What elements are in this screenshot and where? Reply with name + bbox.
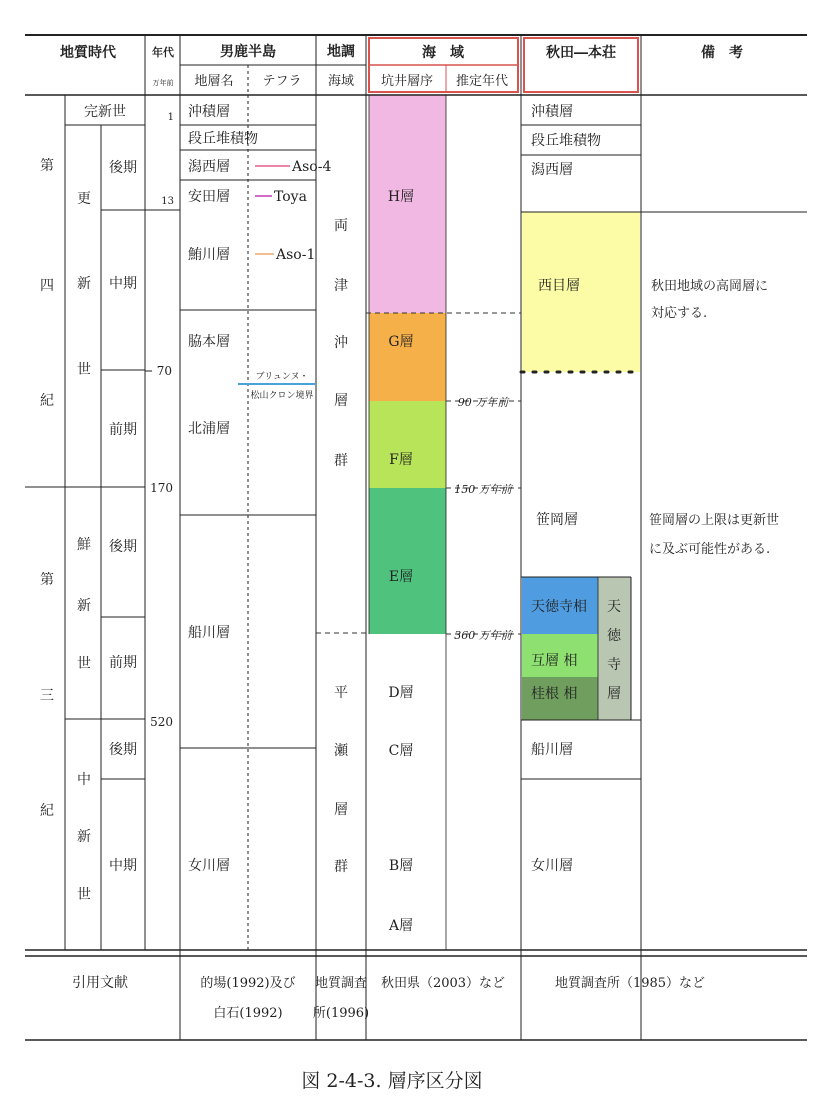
oga-layer-funakawa: 船川層: [188, 625, 230, 641]
sea-unit-a: A層: [388, 918, 414, 934]
header-age-unit: 万年前: [152, 79, 174, 87]
header-biko: 備 考: [701, 45, 743, 61]
akita-chuseki: 沖積層: [531, 104, 573, 120]
epoch-miocene-1: 中: [77, 772, 91, 788]
brunhes-boundary-1: ブリュンヌ・: [255, 372, 309, 382]
sea-unit-d: D層: [388, 685, 414, 701]
oga-layer-shibikawa: 鮪川層: [188, 247, 230, 263]
oga-layer-onnagawa: 女川層: [188, 858, 230, 874]
sea-unit-f: F層: [389, 452, 413, 468]
chicho-lower-2: 瀬: [334, 743, 348, 759]
age-70: 70: [156, 364, 172, 378]
stage-late-pleistocene: 後期: [109, 160, 137, 176]
period-t3: 紀: [40, 803, 54, 819]
remark-2b: に及ぶ可能性がある.: [649, 542, 771, 557]
chicho-upper-1: 両: [334, 218, 348, 234]
epoch-holocene: 完新世: [84, 104, 126, 120]
oga-layer-kitaura: 北浦層: [188, 421, 230, 437]
sea-unit-e: E層: [388, 569, 414, 585]
sea-unit-g: G層: [388, 334, 414, 350]
refs-oga-1: 的場(1992)及び: [200, 976, 296, 991]
akita-tagai-facies: 互層 相: [531, 653, 578, 669]
header-sea-age: 推定年代: [455, 74, 509, 89]
refs-chicho-1: 地質調査: [314, 976, 368, 991]
age-520: 520: [150, 715, 173, 729]
refs-label: 引用文献: [72, 975, 128, 991]
chicho-upper-4: 層: [334, 393, 348, 409]
brunhes-boundary-2: 松山クロン境界: [250, 391, 314, 401]
akita-tentokuji-layer-4: 層: [607, 686, 621, 702]
epoch-pleistocene-2: 新: [77, 276, 91, 292]
epoch-pliocene-3: 世: [77, 656, 91, 672]
header-sea-well: 坑井層序: [380, 74, 434, 89]
epoch-pleistocene-1: 更: [77, 191, 91, 207]
header-oga-tephra: テフラ: [262, 74, 302, 89]
chicho-lower-3: 層: [334, 802, 348, 818]
header-geo-time: 地質時代: [60, 45, 116, 61]
age-170: 170: [150, 481, 173, 495]
oga-layer-katanishi: 潟西層: [188, 159, 230, 175]
stage-late-pliocene: 後期: [109, 539, 137, 555]
period-q3: 紀: [40, 393, 54, 409]
tephra-aso4: Aso-4: [292, 159, 332, 175]
period-t1: 第: [40, 572, 54, 588]
akita-tentokuji-layer-1: 天: [607, 599, 621, 615]
chicho-lower-4: 群: [334, 859, 348, 875]
epoch-pleistocene-3: 世: [77, 362, 91, 378]
chicho-upper-5: 群: [334, 453, 348, 469]
header-sea: 海 域: [422, 45, 464, 61]
epoch-pliocene-2: 新: [77, 598, 91, 614]
chicho-lower-1: 平: [334, 685, 348, 701]
akita-onnagawa: 女川層: [531, 858, 573, 874]
akita-sasaoka: 笹岡層: [536, 512, 578, 528]
epoch-miocene-2: 新: [77, 829, 91, 845]
tephra-aso1: Aso-1: [276, 247, 316, 263]
period-q1: 第: [40, 158, 54, 174]
akita-tentokuji-layer-2: 徳: [607, 628, 621, 644]
refs-sea: 秋田県（2003）など: [380, 976, 506, 991]
age-13: 13: [161, 196, 174, 207]
chicho-upper-2: 津: [334, 278, 348, 294]
oga-layer-dankyu: 段丘堆積物: [188, 131, 258, 147]
figure-caption: 図 2-4-3. 層序区分図: [301, 1070, 483, 1092]
remark-2a: 笹岡層の上限は更新世: [649, 513, 780, 528]
sea-age-90: 90 万年前: [457, 396, 509, 409]
sea-unit-h: H層: [387, 189, 415, 205]
sea-g-fill: [369, 313, 446, 401]
sea-unit-c: C層: [388, 743, 414, 759]
refs-akita: 地質調査所（1985）など: [554, 976, 706, 991]
period-t2: 三: [40, 688, 54, 704]
refs-chicho-2: 所(1996): [312, 1006, 370, 1021]
sea-e-fill: [369, 488, 446, 634]
header-oga-layer: 地層名: [194, 74, 234, 89]
akita-nishime: 西目層: [538, 278, 580, 294]
tephra-toya: Toya: [274, 189, 307, 205]
sea-f-fill: [369, 401, 446, 488]
stage-middle-pleistocene: 中期: [109, 276, 137, 292]
stage-early-pleistocene: 前期: [109, 422, 137, 438]
age-1: 1: [167, 112, 174, 123]
oga-layer-wakimoto: 脇本層: [188, 334, 230, 350]
akita-tentokuji-facies: 天徳寺相: [531, 599, 587, 615]
oga-layer-yasuda: 安田層: [188, 189, 230, 205]
stage-late-miocene: 後期: [109, 742, 137, 758]
refs-oga-2: 白石(1992): [213, 1006, 283, 1021]
header-chicho-sea: 海域: [327, 74, 355, 89]
header-chicho: 地調: [327, 44, 355, 60]
akita-katanishi: 潟西層: [531, 162, 573, 178]
stage-middle-miocene: 中期: [109, 858, 137, 874]
remark-1b: 対応する.: [651, 306, 708, 321]
header-oga: 男鹿半島: [220, 44, 276, 60]
akita-dankyu: 段丘堆積物: [531, 133, 601, 149]
sea-age-150: 150 万年前: [454, 483, 512, 496]
header-akita: 秋田―本荘: [546, 45, 616, 61]
oga-layer-chuseki: 沖積層: [188, 104, 230, 120]
epoch-pliocene-1: 鮮: [77, 537, 91, 553]
akita-funakawa: 船川層: [531, 742, 573, 758]
epoch-miocene-3: 世: [77, 887, 91, 903]
sea-age-360: 360 万年前: [454, 629, 512, 642]
sea-unit-b: B層: [388, 858, 414, 874]
chicho-upper-3: 沖: [334, 335, 348, 351]
header-age: 年代: [152, 46, 174, 59]
period-q2: 四: [40, 278, 54, 294]
akita-tentokuji-layer-3: 寺: [607, 657, 621, 673]
akita-katsurane-facies: 桂根 相: [531, 686, 578, 702]
remark-1a: 秋田地域の高岡層に: [651, 279, 769, 294]
stage-early-pliocene: 前期: [109, 655, 137, 671]
